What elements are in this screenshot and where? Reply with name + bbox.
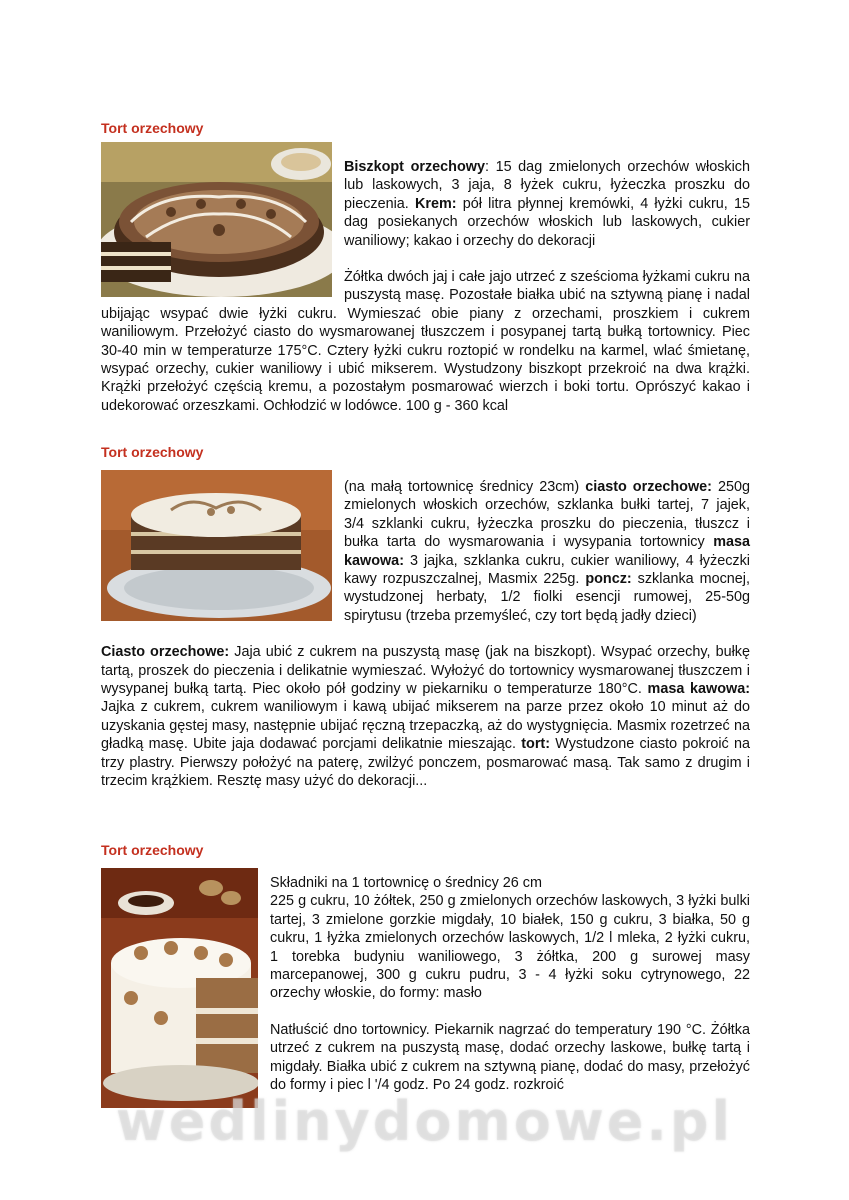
- recipe-body: [101, 466, 750, 791]
- recipe-body: [101, 864, 750, 1094]
- recipe-body: [101, 142, 750, 415]
- ingredients-heading: Biszkopt orzechowy: [344, 159, 485, 175]
- cake-photo: [101, 142, 332, 297]
- recipe-2: [101, 444, 750, 791]
- ingredients-paragraph: (na małą tortownicę średnicy 23cm) ciasto orzechowe: 250g zmielonych włoskich orzechów, szklanka bułki tartej, 7 jajek, 3/4 szklanki cukru, łyżeczka proszku do pieczenia, tłuszcz i bułka tarta do wysmarowania i wysypania tortownicy masa kawowa: 3 jajka, szklanka cukru, cukier waniliowy, 4 łyżeczki kawy rozpuszczalnej, Masmix 225g. poncz: szklanka mocnej, wystudzonej herbaty, 1/2 fiolki esencji rumowej, 25-50g spirytusu (trzeba przemyśleć, czy tort będą jadły dzieci): [344, 479, 750, 624]
- hazelnut-cake-photo-icon: [101, 868, 258, 1108]
- ingredients-text: : 15 dag zmielonych orzechów włoskich lub laskowych, 3 jaja, 8 łyżek cukru, łyżeczka proszku do pieczenia.: [344, 159, 750, 212]
- walnut-cake-photo-icon: [101, 142, 332, 297]
- ingredients-paragraph: Składniki na 1 tortownicę o średnicy 26 cm 225 g cukru, 10 żółtek, 250 g zmielonych orzechów laskowych, 3 łyżki bulki tartej, 3 zmielone gorzkie migdały, 10 białek, 150 g cukru, 3 białka, 50 g cukru, 1 łyżka zmielonych orzechów laskowych, 1/2 l mleka, 2 łyżki cukru, 1 torebka budyniu waniliowego, 3 żółtka, 200 g surowej masy marcepanowej, 300 g cukru pudru, 3 - 4 łyżki soku cytrynowego, 22 orzechy włoskie, do formy: masło: [270, 875, 750, 1002]
- cake-photo: [101, 868, 258, 1108]
- recipe-title: Tort orzechowy: [101, 842, 204, 858]
- recipe-title: Tort orzechowy: [101, 120, 204, 136]
- instructions-paragraph: Ciasto orzechowe: Jaja ubić z cukrem na puszystą masę (jak na biszkopt). Wsypać orzechy, bułkę tartą, proszek do pieczenia i delikatnie wymieszać. Wyłożyć do tortownicy wysmarowanej tłuszczem i wysypanej bułką tartą. Piec około pół godziny w piekarniku o temperaturze 180°C. masa kawowa: Jajka z cukrem, cukrem waniliowym i kawą ubijać mikserem na parze przez około 10 minut aż do uzyskania gęstej masy, następnie ubijać ręczną trzepaczką, aż do wystygnięcia. Masmix rozetrzeć na gładką masę. Ubite jaja dodawać porcjami delikatnie mieszając. tort: Wystudzone ciasto pokroić na trzy plastry. Pierwszy położyć na paterę, zwilżyć ponczem, posmarować masą. Tak samo z drugim i trzecim krążkiem. Resztę masy użyć do dekoracji...: [101, 644, 750, 790]
- instructions-paragraph: Żółtka dwóch jaj i całe jajo utrzeć z sześcioma łyżkami cukru na puszystą masę. Pozostałe białka ubić na sztywną pianę i nadal ubijając wsypać dwie łyżki cukru. Wymieszać obie piany z orzechami, proszkiem i cukrem waniliowym. Przełożyć ciasto do wysmarowanej tłuszczem i posypanej tartą bułką tortownicy. Piec 30-40 min w temperaturze 175°C. Cztery łyżki cukru roztopić w rondelku na karmel, wlać śmietanę, wsypać orzechy, cukier waniliowy i ubić mikserem. Wystudzony biszkopt przekroić na dwa krążki. Krążki przełożyć częścią kremu, a pozostałym posmarować wierzch i boki tortu. Oprószyć kakao i udekorować orzeszkami. Ochłodzić w lodówce. 100 g - 360 kcal: [101, 269, 750, 414]
- recipe-title: Tort orzechowy: [101, 444, 204, 460]
- instructions-paragraph: Natłuścić dno tortownicy. Piekarnik nagrzać do temperatury 190 °C. Żółtka utrzeć z cukrem na puszystą masę, dodać orzechy laskowe, bułkę tartą i migdały. Białka ubić z cukrem na sztywną pianę, dodać do masy, przełożyć do formy i piec l '/4 godz. Po 24 godz. rozkroić: [270, 1021, 750, 1094]
- coffee-cake-photo-icon: [101, 470, 332, 621]
- cream-text: pół litra płynnej kremówki, 4 łyżki cukru, 15 dag posiekanych orzechów włoskich lub laskowych, cukier waniliowy; kakao i orzechy do dekoracji: [344, 195, 750, 249]
- recipe-1: [101, 120, 750, 415]
- cream-heading: Krem:: [414, 195, 457, 212]
- recipe-3: [101, 842, 750, 1112]
- cake-photo: [101, 470, 332, 621]
- watermark: wedlinydomowe.pl: [115, 1090, 734, 1153]
